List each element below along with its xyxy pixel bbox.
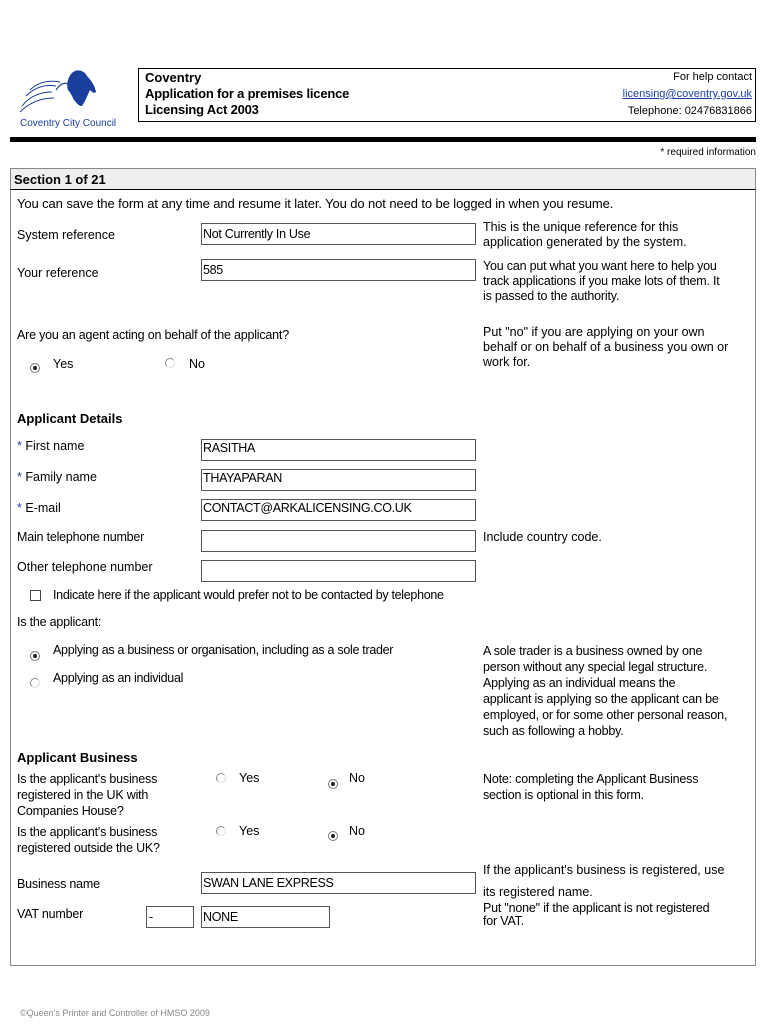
help-line: employed, or for some other personal reason, <box>483 708 728 722</box>
help-line: Put "no" if you are applying on your own <box>483 325 705 339</box>
vat-prefix-field[interactable]: - <box>146 906 194 928</box>
council-logo <box>16 66 126 132</box>
help-line: You can put what you want here to help you <box>483 259 717 273</box>
outside-uk-no-radio[interactable] <box>328 831 338 841</box>
agent-yes-label[interactable]: Yes <box>53 357 74 371</box>
header-title-2: Application for a premises licence <box>145 86 350 101</box>
header-title-1: Coventry <box>145 70 202 85</box>
firstname-label <box>17 439 84 453</box>
help-line: such as following a hobby. <box>483 724 624 738</box>
uk-registered-question <box>17 771 157 819</box>
email-label <box>17 501 61 515</box>
firstname-label-text: First name <box>25 439 85 453</box>
help-line: work for. <box>483 355 531 369</box>
applicant-type-label: Is the applicant: <box>17 615 102 629</box>
agent-no-label[interactable]: No <box>189 357 205 371</box>
other-phone-field[interactable] <box>201 560 476 582</box>
applicant-type-help <box>483 643 727 739</box>
your-reference-field[interactable]: 585 <box>201 259 476 281</box>
header-box <box>138 68 756 122</box>
question-line: Companies House? <box>17 804 124 818</box>
business-name-help <box>483 859 724 903</box>
help-line: If the applicant's business is registered, use <box>483 863 725 877</box>
help-line: application generated by the system. <box>483 235 687 249</box>
outside-uk-no-label[interactable]: No <box>349 824 365 838</box>
note-line: section is optional in this form. <box>483 788 644 802</box>
help-line: A sole trader is a business owned by one <box>483 644 703 658</box>
your-reference-label: Your reference <box>17 266 99 280</box>
help-line: behalf or on behalf of a business you own or <box>483 340 729 354</box>
question-line: registered in the UK with <box>17 788 149 802</box>
agent-yes-radio[interactable] <box>30 363 40 373</box>
section-header <box>10 168 756 190</box>
header-title-3: Licensing Act 2003 <box>145 102 259 117</box>
system-reference-label: System reference <box>17 228 115 242</box>
uk-registered-no-radio[interactable] <box>328 779 338 789</box>
question-line: Is the applicant's business <box>17 825 158 839</box>
help-contact-label: For help contact <box>673 71 752 83</box>
vat-number-label: VAT number <box>17 907 84 921</box>
uk-registered-yes-radio[interactable] <box>216 773 226 783</box>
help-email[interactable]: licensing@coventry.gov.uk <box>622 88 752 100</box>
business-name-label: Business name <box>17 877 100 891</box>
business-note <box>483 771 698 803</box>
question-line: Is the applicant's business <box>17 772 158 786</box>
help-line: Applying as an individual means the <box>483 676 676 690</box>
applicant-individual-label[interactable]: Applying as an individual <box>53 671 184 685</box>
question-line: registered outside the UK? <box>17 841 160 855</box>
outside-uk-yes-label[interactable]: Yes <box>239 824 260 838</box>
required-note <box>660 147 756 158</box>
help-line: is passed to the authority. <box>483 289 620 303</box>
required-star: * <box>17 439 22 453</box>
firstname-field[interactable]: RASITHA <box>201 439 476 461</box>
main-phone-field[interactable] <box>201 530 476 552</box>
help-line: its registered name. <box>483 885 593 899</box>
main-phone-help: Include country code. <box>483 530 602 544</box>
help-line: track applications if you make lots of them. It <box>483 274 720 288</box>
applicant-business-radio[interactable] <box>30 651 40 661</box>
other-phone-label: Other telephone number <box>17 560 153 574</box>
email-field[interactable]: CONTACT@ARKALICENSING.CO.UK <box>201 499 476 521</box>
help-email-link[interactable] <box>623 88 752 100</box>
no-phone-label: Indicate here if the applicant would prefer not to be contacted by telephone <box>53 588 444 602</box>
applicant-business-label[interactable]: Applying as a business or organisation, including as a sole trader <box>53 643 394 657</box>
help-phone: Telephone: 02476831866 <box>627 105 752 117</box>
applicant-business-heading: Applicant Business <box>17 750 138 765</box>
required-star: * <box>17 501 22 515</box>
applicant-individual-radio[interactable] <box>30 678 40 688</box>
required-star: * <box>17 470 22 484</box>
system-reference-field[interactable]: Not Currently In Use <box>201 223 476 245</box>
help-line: Put "none" if the applicant is not registered <box>483 901 710 915</box>
uk-registered-no-label[interactable]: No <box>349 771 365 785</box>
help-line: applicant is applying so the applicant can be <box>483 692 719 706</box>
outside-uk-question <box>17 824 160 856</box>
horse-emblem-icon <box>16 66 126 116</box>
business-name-field[interactable]: SWAN LANE EXPRESS <box>201 872 476 894</box>
agent-no-radio[interactable] <box>165 358 175 368</box>
uk-registered-yes-label[interactable]: Yes <box>239 771 260 785</box>
agent-question: Are you an agent acting on behalf of the applicant? <box>17 328 289 342</box>
help-line: This is the unique reference for this <box>483 220 679 234</box>
family-name-label <box>17 470 97 484</box>
agent-help <box>483 325 728 370</box>
footer: ©Queen's Printer and Controller of HMSO 2009 <box>20 1008 210 1018</box>
council-name: Coventry City Council <box>20 118 117 129</box>
section-intro: You can save the form at any time and resume it later. You do not need to be logged in when you resume. <box>17 196 614 211</box>
note-line: Note: completing the Applicant Business <box>483 772 699 786</box>
main-phone-label: Main telephone number <box>17 530 145 544</box>
no-phone-checkbox[interactable] <box>30 590 41 601</box>
header-rule <box>10 137 756 142</box>
help-line: person without any special legal structure. <box>483 660 708 674</box>
required-note-text: * required information <box>660 147 756 158</box>
your-reference-help <box>483 259 720 304</box>
family-name-field[interactable]: THAYAPARAN <box>201 469 476 491</box>
email-label-text: E-mail <box>25 501 61 515</box>
help-line: for VAT. <box>483 914 525 928</box>
vat-help <box>483 902 709 928</box>
outside-uk-yes-radio[interactable] <box>216 826 226 836</box>
system-reference-help <box>483 220 687 250</box>
section-title: Section 1 of 21 <box>14 172 106 187</box>
vat-number-field[interactable]: NONE <box>201 906 330 928</box>
family-name-label-text: Family name <box>25 470 97 484</box>
applicant-details-heading: Applicant Details <box>17 411 123 426</box>
